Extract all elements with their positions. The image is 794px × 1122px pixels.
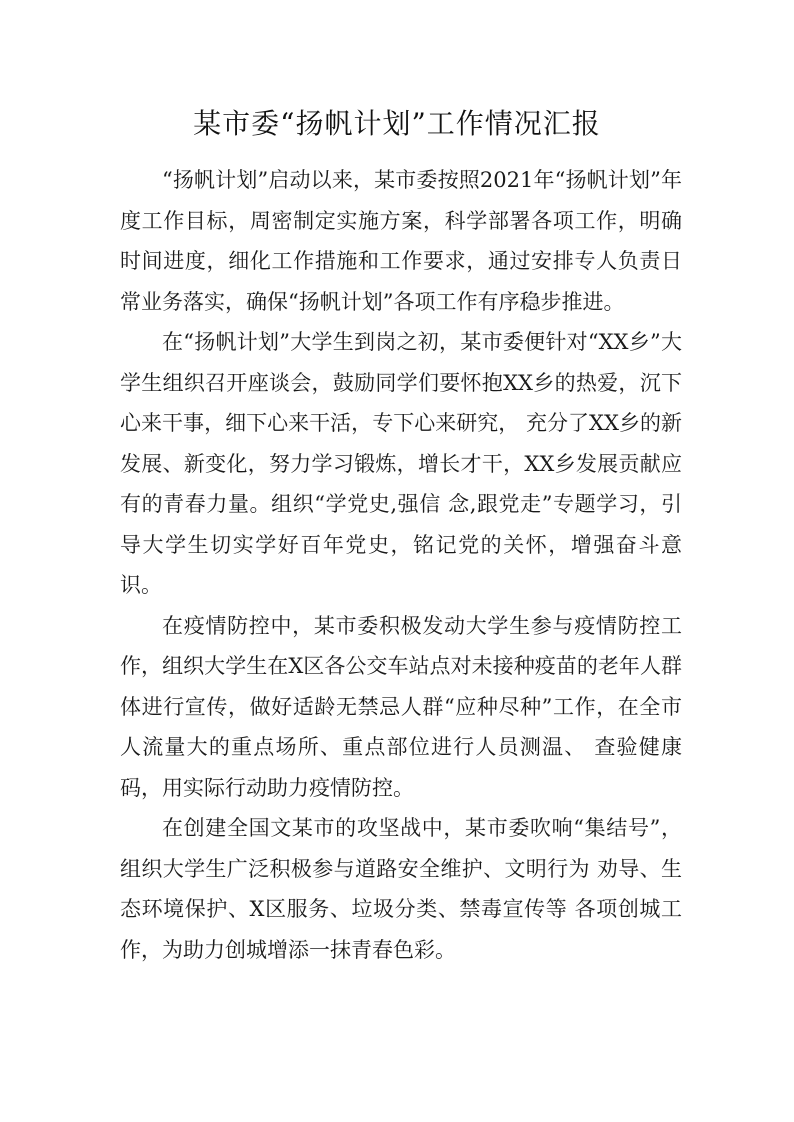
paragraph: 在创建全国文某市的攻坚战中，某市委吹响“集结号”，组织大学生广泛积极参与道路安全维护、文明行为 劝导、生态环境保护、X区服务、垃圾分类、禁毒宣传等 各项创城工作，为助力创城增添一抹青春色彩。 [120,816,682,962]
document-body [120,160,682,970]
paragraph: 在“扬帆计划”大学生到岗之初，某市委便针对“XX乡”大学生组织召开座谈会，鼓励同学们要怀抱XX乡的热爱，沉下心来干事，细下心来干活，专下心来研究， 充分了XX乡的新发展、新变化，努力学习锻炼，增长才干，XX乡发展贡献应有的青春力量。组织“学党史,强信 念,跟党走”专题学习，引导大学生切实学好百年党史，铭记党的关怀，增强奋斗意识。 [120,330,682,597]
document-title: 某市委“扬帆计划”工作情况汇报 [193,107,601,140]
paragraph: “扬帆计划”启动以来，某市委按照2021年“扬帆计划”年度工作目标，周密制定实施方案，科学部署各项工作，明确时间进度，细化工作措施和工作要求，通过安排专人负责日常业务落实，确保“扬帆计划”各项工作有序稳步推进。 [120,168,682,314]
paragraph: 在疫情防控中，某市委积极发动大学生参与疫情防控工作，组织大学生在X区各公交车站点对未接种疫苗的老年人群体进行宣传，做好适龄无禁忌人群“应种尽种”工作，在全市人流量大的重点场所、重点部位进行人员测温、 查验健康码，用实际行动助力疫情防控。 [120,613,682,800]
